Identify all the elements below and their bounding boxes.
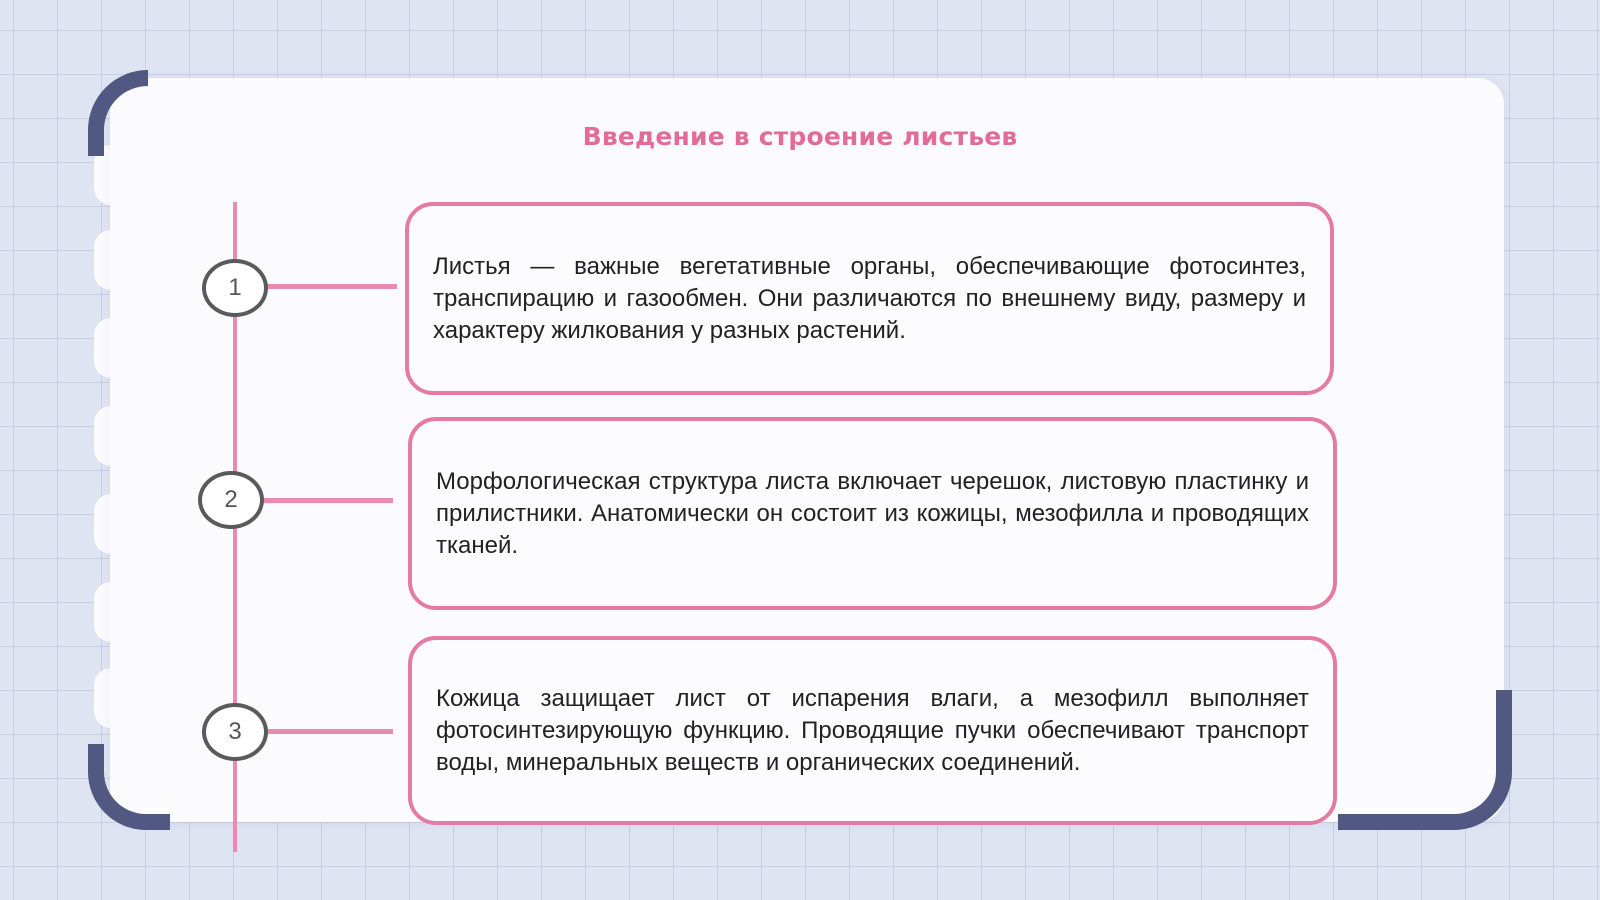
info-card-1 [405,202,1334,395]
info-card-2 [408,417,1337,610]
step-number-1: 1 [202,259,268,317]
step-number-2: 2 [198,471,264,529]
info-card-text: Кожица защищает лист от испарения влаги, а мезофилл выполняет фотосинтезирующую функцию. Проводящие пучки обеспечивают транспорт воды, минеральных веществ и органических соединений. [436,684,1309,776]
timeline-connector-2 [260,498,393,503]
step-number-3: 3 [202,703,268,761]
page-title [0,122,1600,151]
corner-bracket-bottom-left [88,744,170,830]
info-card-3 [408,636,1337,825]
page-title-text: Введение в строение листьев [582,122,1018,151]
info-card-text: Морфологическая структура листа включает черешок, листовую пластинку и прилистники. Анатомически он состоит из кожицы, мезофилла и проводящих тканей. [436,467,1309,559]
timeline-connector-1 [265,284,397,289]
info-card-text: Листья — важные вегетативные органы, обеспечивающие фотосинтез, транспирацию и газообмен. Они различаются по внешнему виду, размеру и характеру жилкования у разных растений. [433,252,1306,344]
corner-bracket-bottom-right [1338,690,1512,830]
timeline-connector-3 [265,729,393,734]
